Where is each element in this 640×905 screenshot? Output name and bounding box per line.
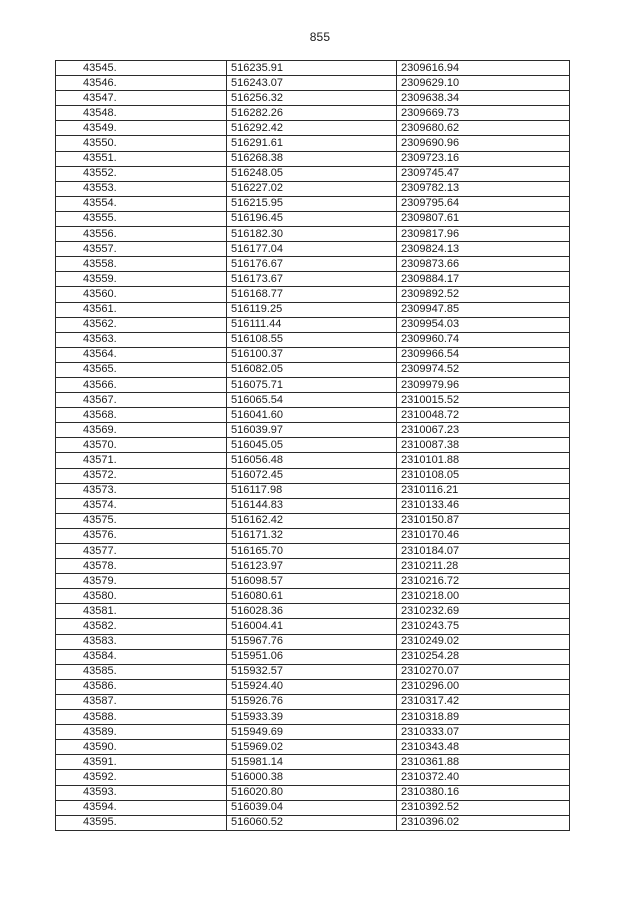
- northing-cell: 2309629.10: [397, 76, 570, 91]
- easting-cell: 516039.04: [227, 800, 397, 815]
- easting-cell: 515967.76: [227, 634, 397, 649]
- northing-cell: 2309680.62: [397, 121, 570, 136]
- point-number-cell: 43588.: [56, 710, 227, 725]
- point-number-cell: 43571.: [56, 453, 227, 468]
- table-row: [56, 106, 570, 121]
- table-row: [56, 559, 570, 574]
- table-row: [56, 181, 570, 196]
- easting-cell: 516243.07: [227, 76, 397, 91]
- point-number-cell: 43590.: [56, 740, 227, 755]
- easting-cell: 516268.38: [227, 151, 397, 166]
- point-number-cell: 43585.: [56, 664, 227, 679]
- table-row: [56, 423, 570, 438]
- northing-cell: 2309892.52: [397, 287, 570, 302]
- table-row: [56, 91, 570, 106]
- table-row: [56, 815, 570, 830]
- table-row: [56, 785, 570, 800]
- point-number-cell: 43578.: [56, 559, 227, 574]
- point-number-cell: 43555.: [56, 211, 227, 226]
- northing-cell: 2309723.16: [397, 151, 570, 166]
- easting-cell: 516020.80: [227, 785, 397, 800]
- easting-cell: 515933.39: [227, 710, 397, 725]
- point-number-cell: 43569.: [56, 423, 227, 438]
- point-number-cell: 43547.: [56, 91, 227, 106]
- easting-cell: 515949.69: [227, 725, 397, 740]
- point-number-cell: 43586.: [56, 679, 227, 694]
- table-row: [56, 332, 570, 347]
- easting-cell: 516162.42: [227, 513, 397, 528]
- table-row: [56, 76, 570, 91]
- northing-cell: 2310015.52: [397, 393, 570, 408]
- easting-cell: 516235.91: [227, 61, 397, 76]
- point-number-cell: 43592.: [56, 770, 227, 785]
- table-row: [56, 634, 570, 649]
- easting-cell: 516168.77: [227, 287, 397, 302]
- easting-cell: 516196.45: [227, 211, 397, 226]
- northing-cell: 2309669.73: [397, 106, 570, 121]
- northing-cell: 2310108.05: [397, 468, 570, 483]
- table-row: [56, 61, 570, 76]
- page-number: 855: [309, 30, 331, 44]
- northing-cell: 2310317.42: [397, 694, 570, 709]
- easting-cell: 516056.48: [227, 453, 397, 468]
- easting-cell: 516123.97: [227, 559, 397, 574]
- table-row: [56, 121, 570, 136]
- northing-cell: 2310249.02: [397, 634, 570, 649]
- northing-cell: 2310170.46: [397, 528, 570, 543]
- northing-cell: 2309884.17: [397, 272, 570, 287]
- table-row: [56, 770, 570, 785]
- point-number-cell: 43546.: [56, 76, 227, 91]
- northing-cell: 2310184.07: [397, 544, 570, 559]
- easting-cell: 516041.60: [227, 408, 397, 423]
- northing-cell: 2309966.54: [397, 347, 570, 362]
- table-row: [56, 544, 570, 559]
- easting-cell: 516082.05: [227, 362, 397, 377]
- point-number-cell: 43570.: [56, 438, 227, 453]
- point-number-cell: 43587.: [56, 694, 227, 709]
- northing-cell: 2309638.34: [397, 91, 570, 106]
- easting-cell: 516282.26: [227, 106, 397, 121]
- point-number-cell: 43591.: [56, 755, 227, 770]
- easting-cell: 516176.67: [227, 257, 397, 272]
- table-row: [56, 453, 570, 468]
- table-row: [56, 302, 570, 317]
- point-number-cell: 43581.: [56, 604, 227, 619]
- northing-cell: 2310116.21: [397, 483, 570, 498]
- point-number-cell: 43563.: [56, 332, 227, 347]
- point-number-cell: 43595.: [56, 815, 227, 830]
- point-number-cell: 43558.: [56, 257, 227, 272]
- northing-cell: 2310101.88: [397, 453, 570, 468]
- easting-cell: 516256.32: [227, 91, 397, 106]
- easting-cell: 516177.04: [227, 242, 397, 257]
- point-number-cell: 43566.: [56, 377, 227, 392]
- point-number-cell: 43561.: [56, 302, 227, 317]
- northing-cell: 2309690.96: [397, 136, 570, 151]
- northing-cell: 2309824.13: [397, 242, 570, 257]
- point-number-cell: 43589.: [56, 725, 227, 740]
- point-number-cell: 43584.: [56, 649, 227, 664]
- northing-cell: 2310380.16: [397, 785, 570, 800]
- table-row: [56, 528, 570, 543]
- easting-cell: 516215.95: [227, 196, 397, 211]
- table-row: [56, 347, 570, 362]
- easting-cell: 516111.44: [227, 317, 397, 332]
- table-row: [56, 664, 570, 679]
- easting-cell: 516004.41: [227, 619, 397, 634]
- easting-cell: 516248.05: [227, 166, 397, 181]
- easting-cell: 516045.05: [227, 438, 397, 453]
- northing-cell: 2309795.64: [397, 196, 570, 211]
- northing-cell: 2309782.13: [397, 181, 570, 196]
- easting-cell: 516292.42: [227, 121, 397, 136]
- northing-cell: 2310254.28: [397, 649, 570, 664]
- easting-cell: 516165.70: [227, 544, 397, 559]
- point-number-cell: 43579.: [56, 574, 227, 589]
- northing-cell: 2310343.48: [397, 740, 570, 755]
- easting-cell: 516171.32: [227, 528, 397, 543]
- table-row: [56, 317, 570, 332]
- table-row: [56, 136, 570, 151]
- northing-cell: 2309960.74: [397, 332, 570, 347]
- point-number-cell: 43560.: [56, 287, 227, 302]
- point-number-cell: 43580.: [56, 589, 227, 604]
- coordinate-table-body: [56, 61, 570, 831]
- table-row: [56, 377, 570, 392]
- table-row: [56, 242, 570, 257]
- northing-cell: 2310270.07: [397, 664, 570, 679]
- table-row: [56, 211, 570, 226]
- point-number-cell: 43559.: [56, 272, 227, 287]
- easting-cell: 516182.30: [227, 227, 397, 242]
- easting-cell: 516108.55: [227, 332, 397, 347]
- easting-cell: 516039.97: [227, 423, 397, 438]
- easting-cell: 516227.02: [227, 181, 397, 196]
- point-number-cell: 43572.: [56, 468, 227, 483]
- table-row: [56, 408, 570, 423]
- point-number-cell: 43554.: [56, 196, 227, 211]
- table-row: [56, 468, 570, 483]
- table-row: [56, 227, 570, 242]
- point-number-cell: 43549.: [56, 121, 227, 136]
- table-row: [56, 483, 570, 498]
- table-row: [56, 166, 570, 181]
- northing-cell: 2310318.89: [397, 710, 570, 725]
- point-number-cell: 43551.: [56, 151, 227, 166]
- table-row: [56, 151, 570, 166]
- table-row: [56, 287, 570, 302]
- northing-cell: 2309745.47: [397, 166, 570, 181]
- easting-cell: 516080.61: [227, 589, 397, 604]
- point-number-cell: 43556.: [56, 227, 227, 242]
- easting-cell: 516144.83: [227, 498, 397, 513]
- table-row: [56, 800, 570, 815]
- easting-cell: 516173.67: [227, 272, 397, 287]
- northing-cell: 2309616.94: [397, 61, 570, 76]
- point-number-cell: 43576.: [56, 528, 227, 543]
- table-row: [56, 619, 570, 634]
- northing-cell: 2310216.72: [397, 574, 570, 589]
- easting-cell: 516072.45: [227, 468, 397, 483]
- table-row: [56, 679, 570, 694]
- point-number-cell: 43573.: [56, 483, 227, 498]
- easting-cell: 516100.37: [227, 347, 397, 362]
- easting-cell: 516060.52: [227, 815, 397, 830]
- table-row: [56, 694, 570, 709]
- table-row: [56, 393, 570, 408]
- northing-cell: 2309807.61: [397, 211, 570, 226]
- easting-cell: 515932.57: [227, 664, 397, 679]
- easting-cell: 515969.02: [227, 740, 397, 755]
- table-row: [56, 272, 570, 287]
- point-number-cell: 43562.: [56, 317, 227, 332]
- point-number-cell: 43545.: [56, 61, 227, 76]
- table-row: [56, 589, 570, 604]
- northing-cell: 2309954.03: [397, 317, 570, 332]
- point-number-cell: 43557.: [56, 242, 227, 257]
- table-row: [56, 725, 570, 740]
- northing-cell: 2309947.85: [397, 302, 570, 317]
- point-number-cell: 43553.: [56, 181, 227, 196]
- table-row: [56, 740, 570, 755]
- table-row: [56, 196, 570, 211]
- northing-cell: 2310150.87: [397, 513, 570, 528]
- table-row: [56, 257, 570, 272]
- point-number-cell: 43550.: [56, 136, 227, 151]
- easting-cell: 516098.57: [227, 574, 397, 589]
- northing-cell: 2310218.00: [397, 589, 570, 604]
- northing-cell: 2310396.02: [397, 815, 570, 830]
- point-number-cell: 43583.: [56, 634, 227, 649]
- table-row: [56, 649, 570, 664]
- point-number-cell: 43577.: [56, 544, 227, 559]
- northing-cell: 2310296.00: [397, 679, 570, 694]
- northing-cell: 2310361.88: [397, 755, 570, 770]
- easting-cell: 516075.71: [227, 377, 397, 392]
- point-number-cell: 43564.: [56, 347, 227, 362]
- point-number-cell: 43582.: [56, 619, 227, 634]
- point-number-cell: 43568.: [56, 408, 227, 423]
- table-row: [56, 438, 570, 453]
- northing-cell: 2309817.96: [397, 227, 570, 242]
- easting-cell: 516028.36: [227, 604, 397, 619]
- northing-cell: 2310087.38: [397, 438, 570, 453]
- easting-cell: 516119.25: [227, 302, 397, 317]
- northing-cell: 2310333.07: [397, 725, 570, 740]
- northing-cell: 2310211.28: [397, 559, 570, 574]
- point-number-cell: 43548.: [56, 106, 227, 121]
- northing-cell: 2309979.96: [397, 377, 570, 392]
- point-number-cell: 43552.: [56, 166, 227, 181]
- easting-cell: 516065.54: [227, 393, 397, 408]
- table-row: [56, 604, 570, 619]
- northing-cell: 2309873.66: [397, 257, 570, 272]
- table-row: [56, 574, 570, 589]
- table-row: [56, 710, 570, 725]
- table-row: [56, 362, 570, 377]
- point-number-cell: 43575.: [56, 513, 227, 528]
- northing-cell: 2310133.46: [397, 498, 570, 513]
- easting-cell: 515951.06: [227, 649, 397, 664]
- easting-cell: 515981.14: [227, 755, 397, 770]
- easting-cell: 516291.61: [227, 136, 397, 151]
- easting-cell: 516117.98: [227, 483, 397, 498]
- table-row: [56, 498, 570, 513]
- northing-cell: 2310392.52: [397, 800, 570, 815]
- northing-cell: 2310372.40: [397, 770, 570, 785]
- northing-cell: 2310243.75: [397, 619, 570, 634]
- table-row: [56, 513, 570, 528]
- northing-cell: 2310067.23: [397, 423, 570, 438]
- point-number-cell: 43594.: [56, 800, 227, 815]
- point-number-cell: 43574.: [56, 498, 227, 513]
- northing-cell: 2309974.52: [397, 362, 570, 377]
- easting-cell: 516000.38: [227, 770, 397, 785]
- easting-cell: 515924.40: [227, 679, 397, 694]
- coordinate-table: [55, 60, 570, 831]
- point-number-cell: 43567.: [56, 393, 227, 408]
- easting-cell: 515926.76: [227, 694, 397, 709]
- point-number-cell: 43593.: [56, 785, 227, 800]
- point-number-cell: 43565.: [56, 362, 227, 377]
- northing-cell: 2310048.72: [397, 408, 570, 423]
- northing-cell: 2310232.69: [397, 604, 570, 619]
- table-row: [56, 755, 570, 770]
